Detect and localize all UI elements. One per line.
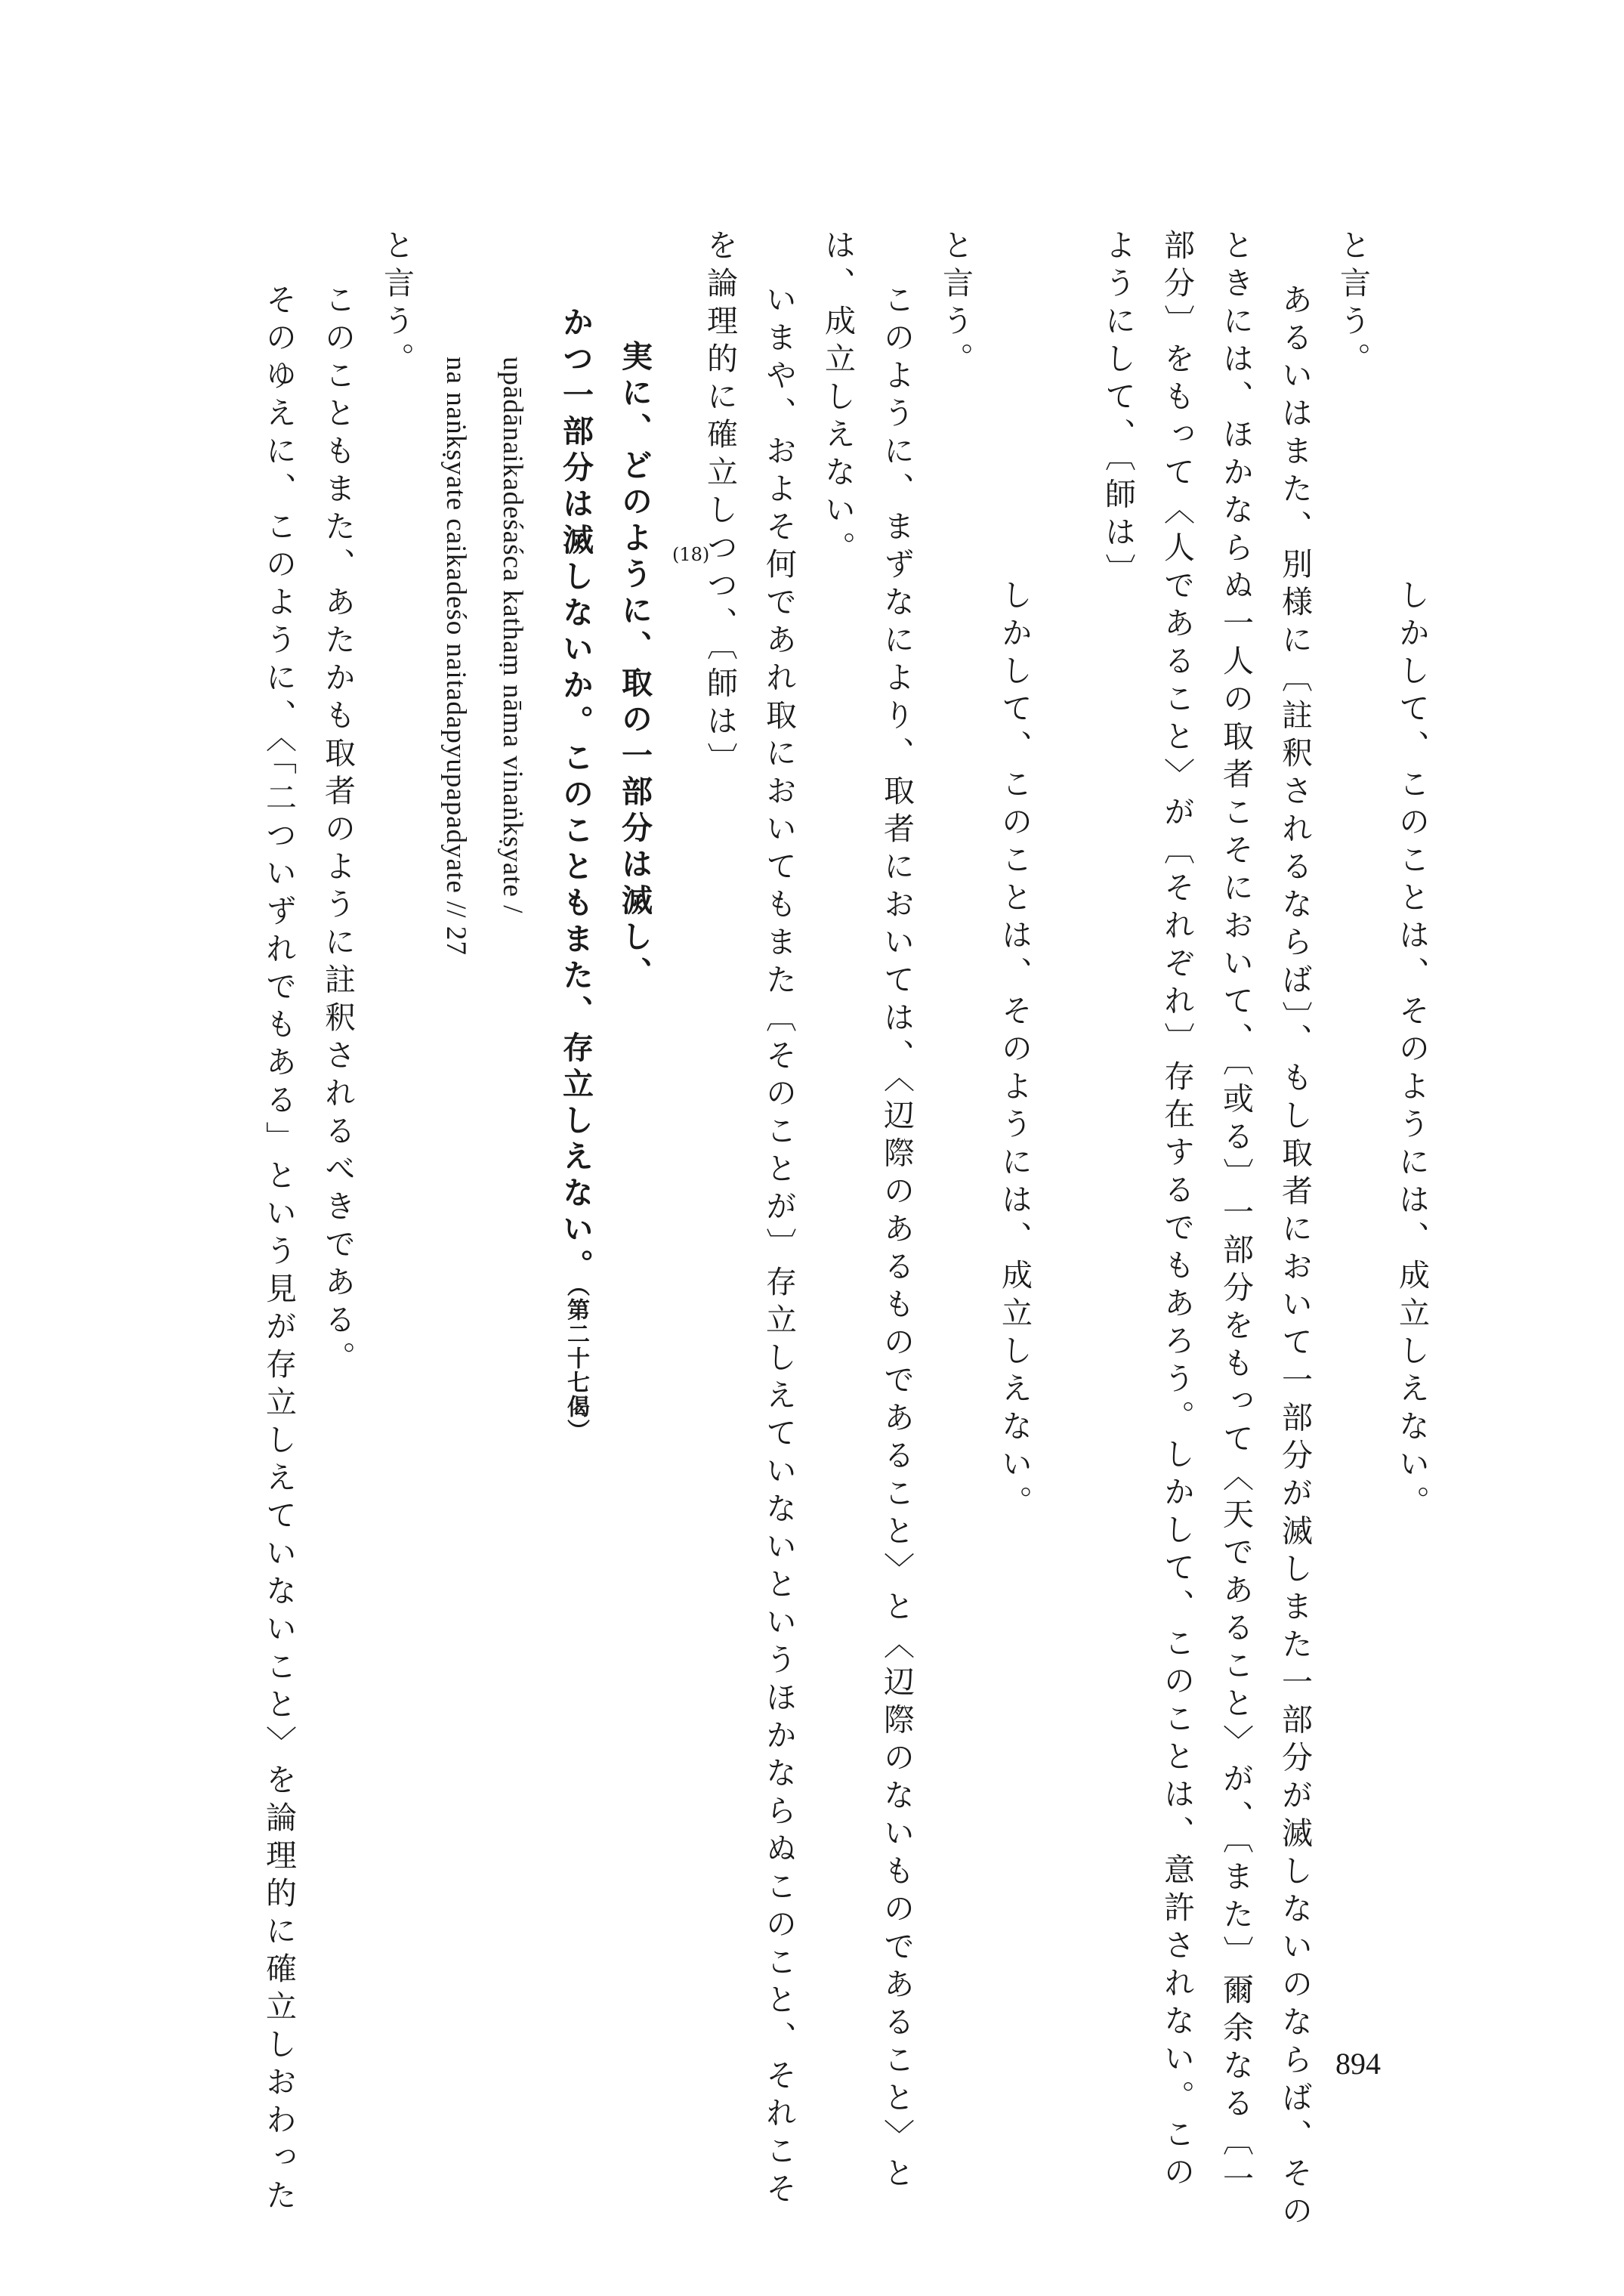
text-line: [701, 229, 739, 780]
text-line: と言う。: [937, 229, 974, 380]
text-line: しかして、このことは、そのようには、成立しえない。: [996, 579, 1033, 1523]
note-reference: (18): [672, 544, 710, 565]
text-line: は、成立しえない。: [820, 229, 856, 569]
text-line: しかして、このことは、そのようには、成立しえない。: [1394, 579, 1430, 1523]
text-line: そのゆえに、このように、〈「二ついずれでもある」という見が存立しえていないこと〉を論理的に確立しおわった: [261, 283, 297, 2217]
sanskrit-line: upādānaikadeśaśca kathaṃ nāma vinaṅkṣyate /: [497, 357, 528, 914]
text-line: と言う。: [1335, 229, 1371, 380]
text-line: いまや、およそ何であれ取においてもまた〔そのことが〕存立しえていないというほかならぬこのこと、それこそ: [761, 283, 797, 2210]
text-line: このように、まずなにより、取者においては、〈辺際のあるものであること〉と〈辺際のないものであること〉と: [878, 283, 915, 2195]
text-line: このこともまた、あたかも取者のように註釈されるべきである。: [320, 283, 356, 1379]
text-line-label: を論理的に確立しつつ、〔師は〕: [702, 229, 738, 780]
text-line: 部分〕をもって〈人であること〉が〔それぞれ〕存在するでもあろう。しかして、このことは、意許されない。この: [1159, 229, 1195, 2193]
verse-line: [557, 306, 594, 1443]
text-line: あるいはまた、別様に〔註釈されるならば〕、もし取者において一部分が滅しまた一部分が滅しないのならば、その: [1277, 283, 1313, 2233]
verse-line: 実に、どのように、取の一部分は滅し、: [616, 340, 653, 993]
text-line: ようにして、〔師は〕: [1100, 229, 1136, 592]
verse-number: （第二十七偈）: [563, 1285, 589, 1443]
sanskrit-line: na naṅkṣyate caikadeśo naitadapyupapadyate // 27: [440, 357, 471, 956]
text-line: と言う。: [378, 229, 415, 380]
page-number: 894: [1335, 2047, 1381, 2081]
verse-line-text: かつ一部分は滅しないか。このこともまた、存立しえない。: [557, 306, 594, 1285]
text-line: ときには、ほかならぬ一人の取者こそにおいて、〔或る〕一部分をもって〈天であること〉が、〔また〕爾余なる〔一: [1218, 229, 1254, 2200]
